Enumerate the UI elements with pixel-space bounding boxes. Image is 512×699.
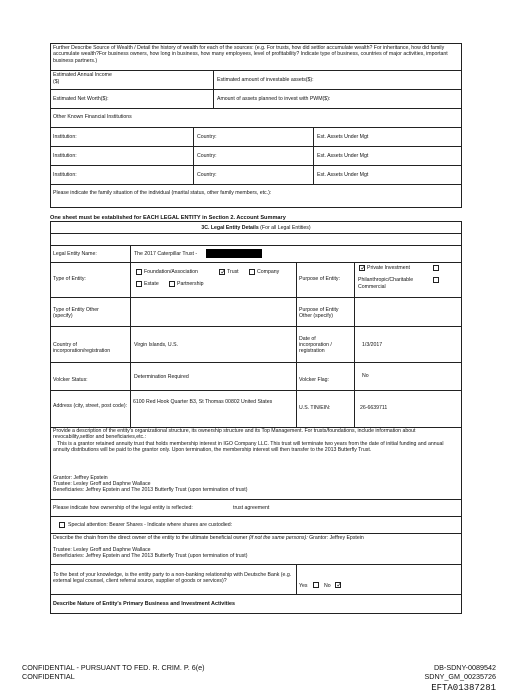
type-other-label-2: (specify) [53,313,73,319]
country-incorporation-value[interactable]: Virgin Islands, U.S. [134,342,179,348]
purpose-other-label-2: Other (specify) [299,313,334,319]
checkbox-private-investment[interactable] [359,265,365,271]
purpose-of-entity-label: Purpose of Entity: [299,276,340,282]
volcker-flag-value[interactable]: No [362,373,369,379]
type-foundation-label: Foundation/Association [144,269,198,275]
chain-beneficiaries-line: Beneficiaries: Jeffrey Epstein and The 2013 Butterfly Trust (upon termination of trust) [53,553,248,559]
rule [50,108,462,109]
rule [50,262,462,263]
one-sheet-note: One sheet must be established for EACH LEGAL ENTITY in Section 2. Account Summary [50,215,286,221]
rule [50,89,462,90]
country-incorporation-label-1: Country of [53,342,77,348]
legal-entity-name-label: Legal Entity Name: [53,251,97,257]
est-assets-label-1: Est. Assets Under Mgt [317,134,369,140]
rule [130,245,131,428]
rule [50,326,462,327]
section-title: 3C. Legal Entity Details [201,225,259,231]
nature-of-business-label: Describe Nature of Entity's Primary Business and Investment Activities [53,601,236,607]
investable-assets-label: Estimated amount of investable assets($): [217,77,314,83]
rule [50,390,462,391]
country-label-3: Country: [197,172,217,178]
ownership-prompt: Please indicate how ownership of the legal entity is reflected: [53,505,193,511]
type-estate-label: Estate [144,281,159,287]
country-label-1: Country: [197,134,217,140]
efta-number: EFTA01387281 [431,683,496,693]
rule [50,146,462,147]
family-situation-prompt: Please indicate the family situation of the individual (marital status, other family members, etc.): [53,190,272,196]
other-institutions-label: Other Known Financial Institutions [53,114,132,120]
beneficiaries-line: Beneficiaries: Jeffrey Epstein and The 2013 Butterfly Trust (upon termination of trust) [53,487,248,493]
rule [50,184,462,185]
rule [50,362,462,363]
checkbox-private-investment-empty[interactable] [433,265,439,271]
legal-entity-name-value[interactable]: The 2017 Caterpillar Trust - [134,251,198,257]
annual-income-label: Estimated Annual Income [53,72,112,78]
chain-trustee-line: Trustee: Lesley Groff and Daphne Wallace [53,547,151,553]
checkbox-no[interactable] [335,582,341,588]
chain-prompt-line [53,535,364,541]
bearer-shares-label: Special attention: Bearer Shares - Indicate where shares are custodied: [68,522,233,528]
rule [50,207,462,208]
rule [296,564,297,594]
rule [50,165,462,166]
confidential-line-2: CONFIDENTIAL [22,672,75,681]
type-company-label: Company [257,269,280,275]
address-value[interactable]: 6100 Red Hook Quarter B3, St Thomas 00802 United States [133,399,273,405]
rule [50,43,462,44]
bates-number-1: DB-SDNY-0089542 [433,663,496,672]
checkbox-yes[interactable] [313,582,319,588]
chain-prompt: Describe the chain from the direct owner of the entity to the ultimate beneficial owner [53,535,248,541]
assets-pwm-label: Amount of assets planned to invest with PWM($): [217,96,331,102]
rule [50,533,462,534]
volcker-status-label: Volcker Status: [53,377,88,383]
rule [461,221,462,614]
date-incorporation-value[interactable]: 1/3/2017 [362,342,383,348]
volcker-status-value[interactable]: Determination Required [134,374,189,380]
tin-label: U.S. TIN/EIN: [299,405,331,411]
rule [50,499,462,500]
type-other-label-1: Type of Entity Other [53,307,99,313]
country-label-2: Country: [197,153,217,159]
rule [50,233,462,234]
rule [50,594,462,595]
date-incorporation-label-1: Date of [299,336,316,342]
country-incorporation-label-2: incorporation/registration [53,348,111,354]
rule [50,221,462,222]
section-heading [0,225,512,231]
source-of-wealth-prompt: Further Describe Source of Wealth / Detail the history of wealth for each of the sources: (e.g. For trusts, how did settlor accumulate wealth? For inheritance, how did family accumulate wealth?For business owners, how long in business, how many employees, level of profitability? Indicate type of business, countries of major activities, important business partners.) [53,45,448,64]
rule [50,516,462,517]
type-of-entity-label: Type of Entity: [53,276,86,282]
redaction-box [206,249,262,258]
purpose-other-label-1: Purpose of Entity [299,307,339,313]
chain-grantor-value[interactable]: Grantor: Jeffrey Epstein [309,535,364,541]
purpose-private-investment-label: Private Investment [367,265,410,271]
checkmark-icon: ✓ [360,264,367,272]
rule [354,262,355,428]
ownership-value[interactable]: trust agreement [233,505,270,511]
institution-label-2: Institution: [53,153,77,159]
date-incorporation-label-3: registration [299,348,325,354]
checkbox-partnership[interactable] [169,281,175,287]
rule [50,245,462,246]
net-worth-label: Estimated Net Worth($): [53,96,109,102]
volcker-flag-label: Volcker Flag: [299,377,329,383]
rule [313,127,314,184]
purpose-commercial-label: Commercial [358,284,386,290]
non-banking-prompt: To the best of your knowledge, is the entity party to a non-banking relationship with Deutsche Bank (e.g. external legal counsel, client referral source, supplier of goods or services)? [53,572,292,585]
est-assets-label-3: Est. Assets Under Mgt [317,172,369,178]
checkbox-foundation[interactable] [136,269,142,275]
rule [50,70,462,71]
rule [50,297,462,298]
structure-text[interactable]: This is a grantor retained annuity trust that holds membership interest in IGO Company LLC. This trust will terminate two years from the date of initial funding and annual annuity distributions will be paid to the grantor only. Upon termination, the membership interest will then transfer to the 2013 Butterfly Trust. [53,441,444,454]
yes-label: Yes [299,583,308,589]
type-trust-label: Trust [227,269,239,275]
rule [50,613,462,614]
grantor-line: Grantor: Jeffrey Epstein [53,475,108,481]
rule [296,262,297,428]
bates-number-2: SDNY_GM_00235726 [424,672,496,681]
institution-label-1: Institution: [53,134,77,140]
checkmark-icon: ✓ [336,581,343,589]
est-assets-label-2: Est. Assets Under Mgt [317,153,369,159]
purpose-philanthropic-label: Philanthropic/Charitable [358,277,414,283]
rule [193,127,194,184]
tin-value[interactable]: 26-6639711 [360,405,388,411]
rule [50,221,51,614]
checkbox-bearer-shares[interactable] [59,522,65,528]
checkmark-icon: ✓ [220,268,227,276]
section-subtitle: (For all Legal Entities) [260,225,311,231]
no-label: No [324,583,331,589]
address-label: Address (city, street, post code): [53,403,127,409]
rule [50,127,462,128]
structure-prompt: Provide a description of the entity's organizational structure, its ownership structure and its Top Management. For trusts/foundations, include information about revocability,settlor and beneficiaries,etc.: [53,428,416,441]
checkbox-trust[interactable] [219,269,225,275]
confidential-line-1: CONFIDENTIAL - PURSUANT TO FED. R. CRIM. P. 6(e) [22,663,205,672]
chain-note: (if not the same persons): [248,535,308,541]
checkbox-philanthropic[interactable] [433,277,439,283]
annual-income-value[interactable]: ($) [53,79,60,85]
date-incorporation-label-2: incorporation / [299,342,332,348]
checkbox-company[interactable] [249,269,255,275]
trustee-line: Trustee: Lesley Groff and Daphne Wallace [53,481,151,487]
type-partnership-label: Partnership [177,281,204,287]
institution-label-3: Institution: [53,172,77,178]
checkbox-estate[interactable] [136,281,142,287]
rule [50,564,462,565]
